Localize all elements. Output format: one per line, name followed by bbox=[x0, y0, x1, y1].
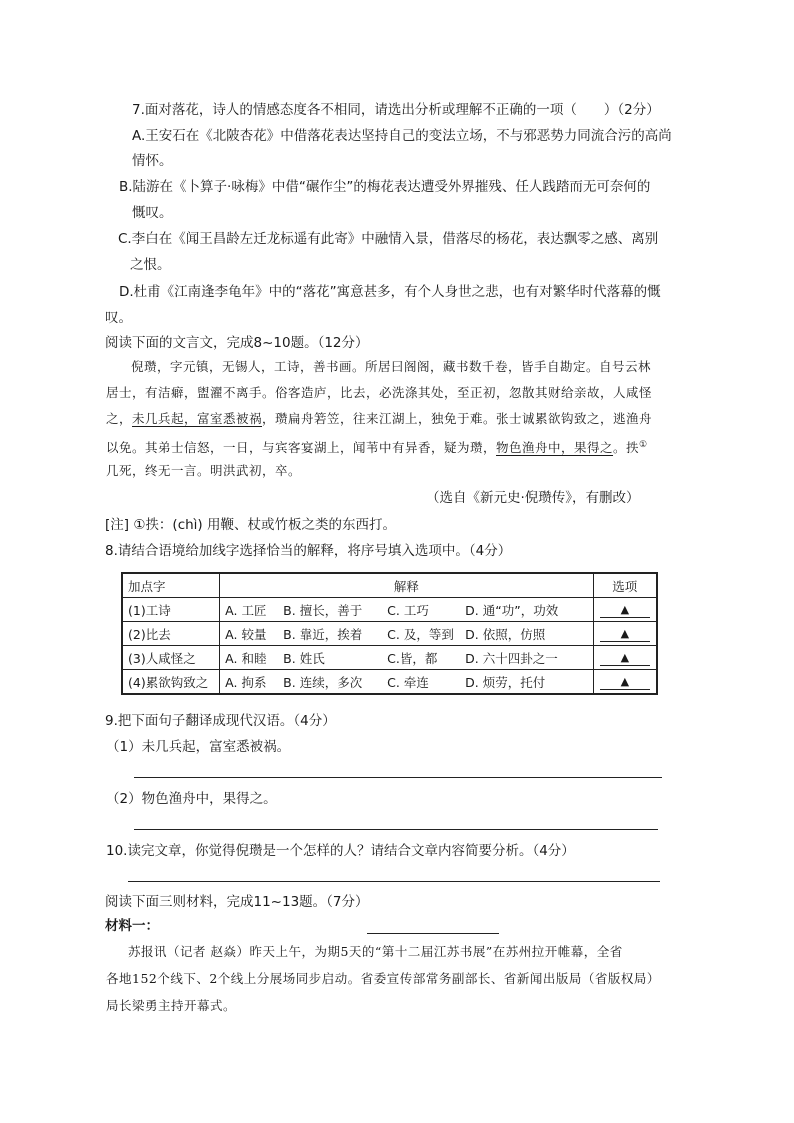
q7-option-a-line1: A.王安石在《北陂杏花》中借落花表达坚持自己的变法立场，不与邪恶势力同流合污的高尚 bbox=[132, 128, 672, 144]
q9-stem: 9.把下面句子翻译成现代汉语。（4分） bbox=[105, 713, 336, 729]
choice-d: D. 烦劳，托付 bbox=[465, 674, 546, 690]
answer-blank[interactable]: ▲ bbox=[600, 626, 650, 642]
passage-text: ，瓒扁舟箬笠，往来江湖上，独免于难。张士诚累欲钩致之，逃渔舟 bbox=[262, 411, 653, 426]
answer-line-q9-1[interactable] bbox=[134, 777, 662, 778]
choice-c: C. 及，等到 bbox=[387, 626, 454, 642]
q7-option-d-line2: 叹。 bbox=[105, 310, 132, 326]
choice-b: B. 擅长，善于 bbox=[283, 602, 363, 618]
word-cell: (1)工诗 bbox=[122, 598, 220, 622]
choice-c: C.皆，都 bbox=[387, 650, 438, 666]
answer-line-q10[interactable] bbox=[128, 881, 660, 882]
option-cell[interactable] bbox=[593, 598, 657, 622]
q7-option-c-line2: 之恨。 bbox=[130, 257, 171, 273]
option-cell[interactable] bbox=[593, 670, 657, 695]
table-row bbox=[122, 670, 657, 695]
q7-option-c-line1: C.李白在《闻王昌龄左迁龙标遥有此寄》中融情入景，借落尽的杨花，表达飘零之感、离别 bbox=[118, 231, 659, 247]
explanation-cell bbox=[220, 622, 593, 646]
choice-a: A. 和睦 bbox=[225, 650, 267, 666]
material-1-label: 材料一： bbox=[105, 918, 159, 934]
choice-b: B. 连续，多次 bbox=[283, 674, 363, 690]
material-1-line-1: 苏报讯（记者 赵焱）昨天上午，为期5天的“第十二届江苏书展”在苏州拉开帷幕，全省 bbox=[128, 944, 623, 959]
passage-line-4 bbox=[106, 436, 648, 457]
reading1-intro: 阅读下面的文言文，完成8~10题。（12分） bbox=[105, 335, 369, 351]
reading2-intro: 阅读下面三则材料，完成11~13题。（7分） bbox=[105, 894, 369, 910]
choice-d: D. 依照，仿照 bbox=[465, 626, 546, 642]
choice-c: C. 牵连 bbox=[387, 674, 429, 690]
passage-line-2: 居士，有洁癖，盥濯不离手。俗客造庐，比去，必洗涤其处，至正初，忽散其财给亲故，人咸怪 bbox=[106, 385, 653, 400]
choice-b: B. 姓氏 bbox=[283, 650, 325, 666]
choice-a: A. 工匠 bbox=[225, 602, 267, 618]
word-cell: (2)比去 bbox=[122, 622, 220, 646]
word-cell: (3)人咸怪之 bbox=[122, 646, 220, 670]
passage-line-5: 几死，终无一言。明洪武初，卒。 bbox=[106, 463, 302, 478]
footnote: [注] ①抶：(chì) 用鞭、杖或竹板之类的东西打。 bbox=[105, 517, 396, 533]
material-1-line-2: 各地152个线下、2个线上分展场同步启动。省委宣传部常务副部长、省新闻出版局（省版权局） bbox=[106, 971, 660, 986]
table-row bbox=[122, 598, 657, 622]
passage-text: 。抶 bbox=[613, 440, 640, 456]
q7-option-b-line1: B.陆游在《卜算子·咏梅》中借“碾作尘”的梅花表达遭受外界摧残、任人践踏而无可奈何的 bbox=[119, 179, 651, 195]
table-row bbox=[122, 646, 657, 670]
header-word: 加点字 bbox=[122, 573, 220, 598]
q8-stem: 8.请结合语境给加线字选择恰当的解释，将序号填入选项中。（4分） bbox=[105, 543, 512, 559]
q9-sentence-1: （1）未几兵起，富室悉被祸。 bbox=[106, 739, 291, 755]
underlined-sentence-2: 物色渔舟中，果得之 bbox=[496, 440, 614, 456]
answer-line-q9-2[interactable] bbox=[134, 829, 658, 830]
q7-option-a-line2: 情怀。 bbox=[132, 153, 173, 169]
answer-blank[interactable]: ▲ bbox=[600, 602, 650, 618]
footnote-marker: ① bbox=[639, 440, 648, 450]
choice-d: D. 通“功”，功效 bbox=[465, 602, 559, 618]
table-header-row bbox=[122, 573, 657, 598]
explanation-cell bbox=[220, 598, 593, 622]
passage-text: 以免。其弟士信怒，一日，与宾客宴湖上，闻苇中有异香，疑为瓒， bbox=[106, 440, 497, 456]
choice-c: C. 工巧 bbox=[387, 602, 429, 618]
header-explanation: 解释 bbox=[220, 573, 593, 598]
explanation-cell bbox=[220, 670, 593, 695]
choice-a: A. 较量 bbox=[225, 626, 267, 642]
choice-b: B. 靠近，挨着 bbox=[283, 626, 363, 642]
header-option: 选项 bbox=[593, 573, 657, 598]
answer-blank[interactable]: ▲ bbox=[600, 650, 650, 666]
q7-stem: 7.面对落花，诗人的情感态度各不相同，请选出分析或理解不正确的一项（ ）（2分） bbox=[132, 102, 660, 118]
explanation-cell bbox=[220, 646, 593, 670]
passage-line-1: 倪瓒，字元镇，无锡人，工诗，善书画。所居曰阁阁，藏书数千卷，皆手自勘定。自号云林 bbox=[131, 359, 652, 374]
passage-source: （选自《新元史·倪瓒传》，有删改） bbox=[426, 490, 640, 506]
q7-option-b-line2: 慨叹。 bbox=[132, 205, 173, 221]
option-cell[interactable] bbox=[593, 622, 657, 646]
answer-line-material-title[interactable] bbox=[367, 933, 499, 934]
underlined-sentence-1: 未几兵起，富室悉被祸 bbox=[132, 411, 263, 426]
choice-a: A. 拘系 bbox=[225, 674, 267, 690]
choice-d: D. 六十四卦之一 bbox=[465, 650, 558, 666]
vocab-table bbox=[121, 572, 658, 695]
answer-blank[interactable]: ▲ bbox=[600, 674, 650, 690]
option-cell[interactable] bbox=[593, 646, 657, 670]
passage-line-3 bbox=[106, 410, 652, 428]
passage-text: 之， bbox=[106, 411, 133, 426]
table-row bbox=[122, 622, 657, 646]
material-1-line-3: 局长梁勇主持开幕式。 bbox=[106, 998, 237, 1013]
q10-stem: 10.读完文章，你觉得倪瓒是一个怎样的人？请结合文章内容简要分析。（4分） bbox=[106, 843, 575, 859]
q7-option-d-line1: D.杜甫《江南逢李龟年》中的“落花”寓意甚多，有个人身世之悲，也有对繁华时代落幕的慨 bbox=[119, 284, 661, 300]
q9-sentence-2: （2）物色渔舟中，果得之。 bbox=[106, 791, 277, 807]
word-cell: (4)累欲钩致之 bbox=[122, 670, 220, 695]
